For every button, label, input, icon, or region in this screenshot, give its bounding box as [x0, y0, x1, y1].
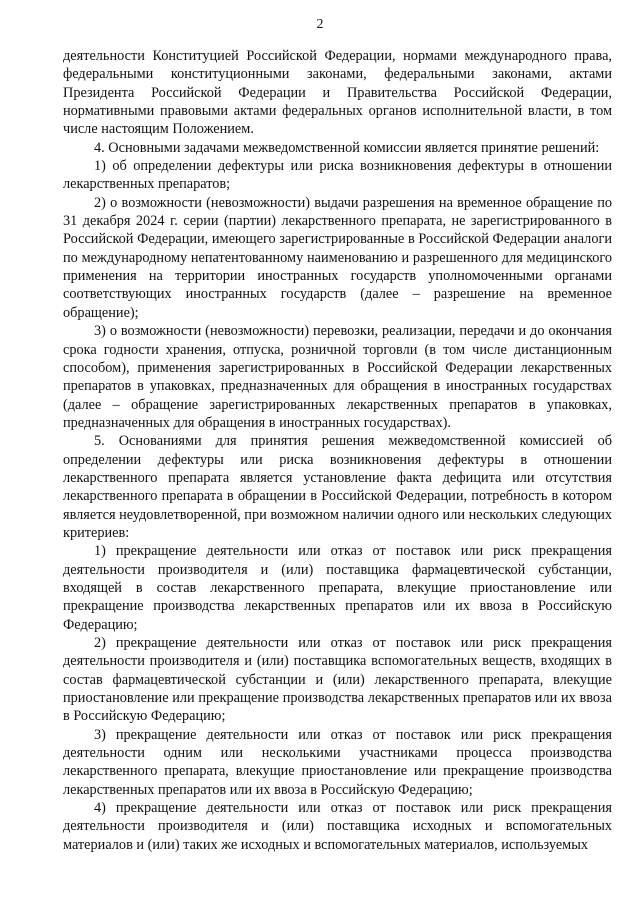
page-number: 2	[316, 17, 324, 32]
paragraph-continuation: деятельности Конституцией Российской Федерации, нормами международного права, федеральными конституционными законами, федеральными законами, актами Президента Российской Федерации и Правительства Российской Федерации, нормативными правовыми актами федеральных органов исполнительной власти, в том числе настоящим Положением.	[63, 48, 612, 138]
paragraph-item-4: 4. Основными задачами межведомственной комиссии является принятие решений:	[94, 139, 600, 156]
paragraph-item-4-2: 2) о возможности (невозможности) выдачи разрешения на временное обращение по 31 декабря 2024 г. серии (партии) лекарственного препарата, не зарегистрированного в Российской Федерации, имеющего зарегистрированные в Российской Федерации аналоги по международному непатентованному наименованию и разрешенного для медицинского применения на территории иностранных государств уполномоченными органами соответствующих иностранных государств (далее – разрешение на временное обращение);	[63, 194, 612, 321]
paragraph-item-5-4: 4) прекращение деятельности или отказ от поставок или риск прекращения деятельности производителя и (или) поставщика исходных и вспомогательных материалов и (или) таких же исходных и вспомогательных материалов, используемых	[63, 800, 612, 853]
paragraph-item-4-3: 3) о возможности (невозможности) перевозки, реализации, передачи и до окончания срока годности хранения, отпуска, розничной торговли (в том числе дистанционным способом), применения зарегистрированных в Российской Федерации лекарственных препаратов в упаковках, предназначенных для обращения в иностранных государствах (далее – обращение зарегистрированных лекарственных препаратов в упаковках, предназначенных для обращения в иностранных государствах).	[63, 323, 612, 431]
document-body	[63, 47, 612, 854]
paragraph-item-5-3: 3) прекращение деятельности или отказ от поставок или риск прекращения деятельности одним или несколькими участниками процесса производства лекарственного препарата, влекущие приостановление или прекращение производства лекарственных препаратов или их ввоза в Российскую Федерацию;	[63, 726, 612, 798]
paragraph-item-5-1: 1) прекращение деятельности или отказ от поставок или риск прекращения деятельности производителя и (или) поставщика фармацевтической субстанции, входящей в состав лекарственного препарата, влекущие приостановление или прекращение производства лекарственных препаратов или их ввоза в Российскую Федерацию;	[63, 543, 612, 633]
paragraph-item-5-2: 2) прекращение деятельности или отказ от поставок или риск прекращения деятельности производителя и (или) поставщика вспомогательных веществ, входящих в состав фармацевтической субстанции и (или) лекарственного препарата, влекущие приостановление или прекращение производства лекарственных препаратов или их ввоза в Российскую Федерацию;	[63, 635, 612, 725]
paragraph-item-5: 5. Основаниями для принятия решения межведомственной комиссией об определении дефектуры или риска возникновения дефектуры в отношении лекарственного препарата является установление факта дефицита или отсутствия лекарственного препарата в обращении в Российской Федерации, потребность в котором является неудовлетворенной, при возможном наличии одного или нескольких следующих критериев:	[63, 433, 612, 541]
paragraph-item-4-1: 1) об определении дефектуры или риска возникновения дефектуры в отношении лекарственных препаратов;	[63, 158, 612, 193]
